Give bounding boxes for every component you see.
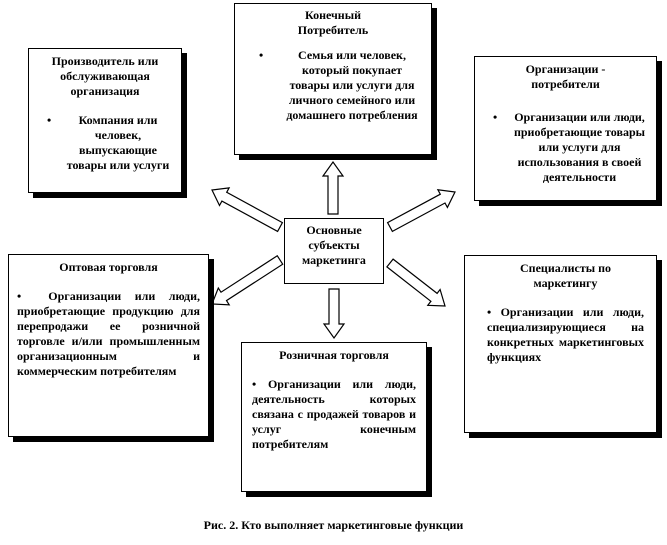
- retail-title: [252, 348, 416, 363]
- producer-item: [37, 113, 173, 173]
- arrow-to-retail: [324, 289, 344, 338]
- center-label-line: субъекты: [308, 238, 360, 252]
- specialists-item: [487, 305, 644, 365]
- center-box: [284, 218, 384, 284]
- org-consumer-text: Организации или люди, приобретающие товары или услуги для использования в своей деятельности: [513, 110, 646, 184]
- consumer-box: [234, 3, 432, 155]
- bullet-icon: •: [487, 305, 492, 319]
- wholesale-text: Организации или люди, приобретающие продукцию для перепродажи ее розничной торговле и/или промышленным организационным и коммерческим потребителям: [17, 289, 200, 378]
- producer-text: Компания или человек, выпускающие товары или услуги: [66, 113, 170, 172]
- bullet-icon: •: [259, 48, 264, 62]
- retail-box: [241, 342, 427, 492]
- title-line: Производитель или: [51, 54, 159, 68]
- bullet-icon: •: [47, 113, 52, 127]
- org-consumer-box: [474, 56, 657, 201]
- consumer-text: Семья или человек, который покупает товары или услуги для личного семейного или домашнего потребления: [286, 48, 418, 122]
- retail-item: [252, 377, 416, 452]
- specialists-box: [464, 255, 657, 433]
- title-line: потребители: [531, 77, 600, 91]
- specialists-text: Организации или люди, специализирующиеся на конкретных маркетинговых функциях: [487, 305, 644, 364]
- consumer-title: [243, 8, 423, 38]
- org-consumer-item: [483, 110, 648, 185]
- center-label-line: Основные: [306, 223, 362, 237]
- title-line: Специалисты по: [520, 261, 611, 275]
- title-line: Конечный: [304, 8, 361, 22]
- specialists-title: [487, 261, 644, 291]
- consumer-item: [243, 48, 423, 123]
- arrow-to-specialists: [387, 259, 445, 306]
- arrow-to-producer: [212, 188, 282, 232]
- title-line: маркетингу: [533, 276, 598, 290]
- arrow-to-consumer: [323, 162, 343, 214]
- center-label-line: маркетинга: [302, 253, 366, 267]
- retail-text: Организации или люди, деятельность которых связана с продажей товаров и услуг конечным потребителям: [252, 377, 416, 451]
- wholesale-item: [17, 289, 200, 379]
- title-line: Организации -: [525, 62, 606, 76]
- title-line: обслуживающая: [60, 69, 150, 83]
- bullet-icon: •: [252, 377, 257, 391]
- title-line: Розничная торговля: [279, 348, 389, 362]
- wholesale-box: [8, 254, 209, 437]
- title-line: организация: [70, 84, 140, 98]
- producer-box: [28, 48, 182, 193]
- arrow-to-org-consumer: [388, 190, 455, 232]
- org-consumer-title: [483, 62, 648, 92]
- bullet-icon: •: [493, 110, 498, 124]
- producer-title: [37, 54, 173, 99]
- figure-caption: Рис. 2. Кто выполняет маркетинговые функции: [203, 518, 464, 532]
- title-line: Оптовая торговля: [59, 260, 158, 274]
- bullet-icon: •: [17, 289, 22, 303]
- wholesale-title: [17, 260, 200, 275]
- arrow-to-wholesale: [212, 256, 283, 305]
- title-line: Потребитель: [297, 23, 369, 37]
